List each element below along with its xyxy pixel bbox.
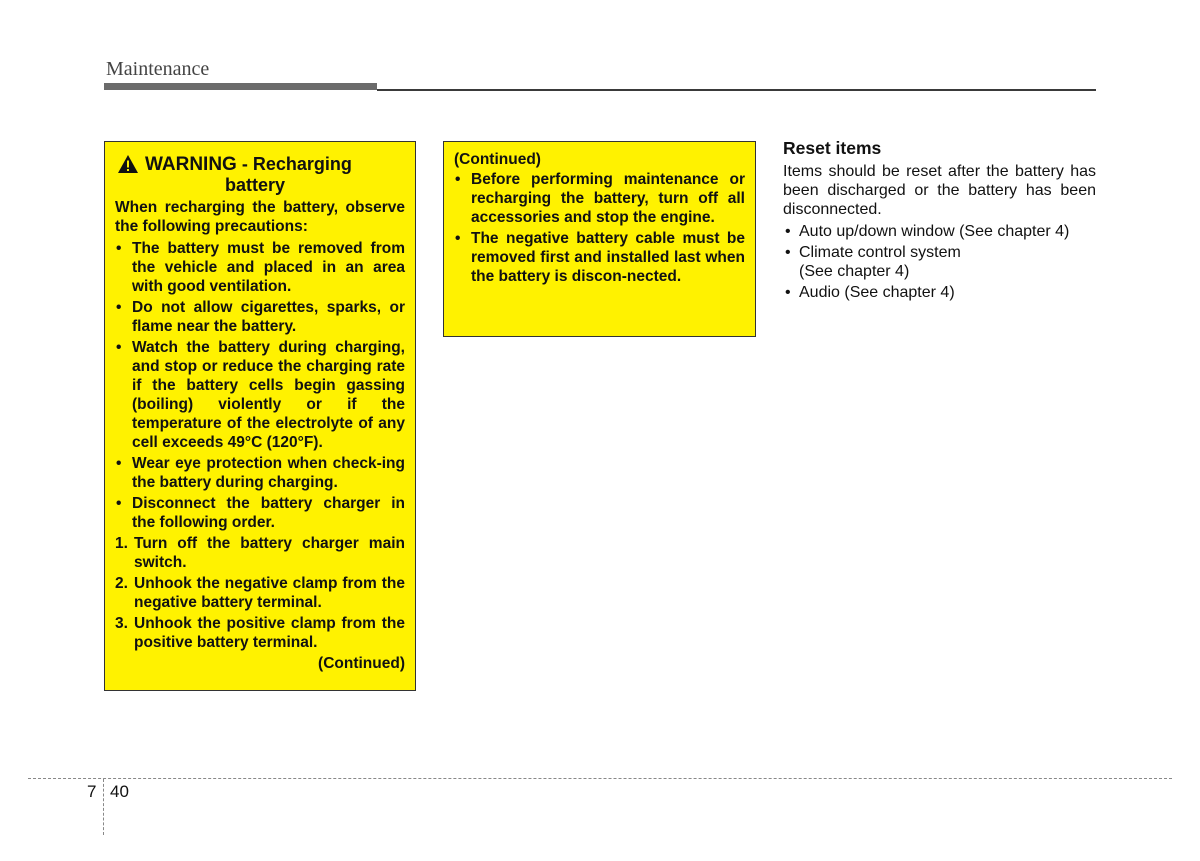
footer-divider (103, 779, 104, 835)
reset-list-item: • Climate control system (See chapter 4) (785, 244, 961, 280)
header-rule-thin (377, 89, 1096, 91)
warning-continued-box (443, 141, 756, 337)
reset-list-item: • Audio (See chapter 4) (785, 284, 955, 301)
warning-label: WARNING (145, 154, 237, 175)
list-item: • Disconnect the battery charger in the following order. (116, 495, 405, 531)
warning-heading (115, 154, 405, 196)
page-number: 40 (110, 782, 129, 801)
reset-paragraph: Items should be reset after the battery has been discharged or the battery has been disconnected. (783, 163, 1096, 218)
step-item: 2. Unhook the negative clamp from the negative battery terminal. (115, 575, 405, 611)
step-item: 3. Unhook the positive clamp from the positive battery terminal. (115, 615, 405, 651)
continued-label: (Continued) (454, 151, 541, 168)
warning-title-text: - Recharging (236, 154, 352, 174)
warning-intro: When recharging the battery, observe the following precautions: (115, 199, 405, 235)
chapter-number: 7 (87, 782, 97, 801)
list-item: • The battery must be removed from the vehicle and placed in an area with good ventilation. (116, 240, 405, 295)
list-item: • Before performing maintenance or recharging the battery, turn off all accessories and stop the engine. (455, 171, 745, 226)
warning-title-line2: battery (224, 175, 286, 195)
reset-list-item: • Auto up/down window (See chapter 4) (785, 223, 1070, 240)
header-rule-thick (104, 83, 377, 90)
list-item: • Wear eye protection when check-ing the battery during charging. (116, 455, 405, 491)
list-item: • Watch the battery during charging, and stop or reduce the charging rate if the battery cells begin gassing (boiling) violently or if the temperature of the electrolyte of any cell exceeds 49°C (120°F). (116, 339, 405, 451)
list-item: • Do not allow cigarettes, sparks, or flame near the battery. (116, 299, 405, 335)
continued-label: (Continued) (318, 655, 405, 672)
reset-items-section (783, 139, 1096, 304)
reset-heading: Reset items (783, 138, 882, 158)
page-header-title: Maintenance (106, 58, 210, 80)
footer-rule (28, 778, 1172, 779)
warning-box (104, 141, 416, 691)
list-item: • The negative battery cable must be removed first and installed last when the battery is discon-nected. (455, 230, 745, 285)
step-item: 1. Turn off the battery charger main switch. (115, 535, 405, 571)
warning-triangle-icon (117, 154, 139, 174)
